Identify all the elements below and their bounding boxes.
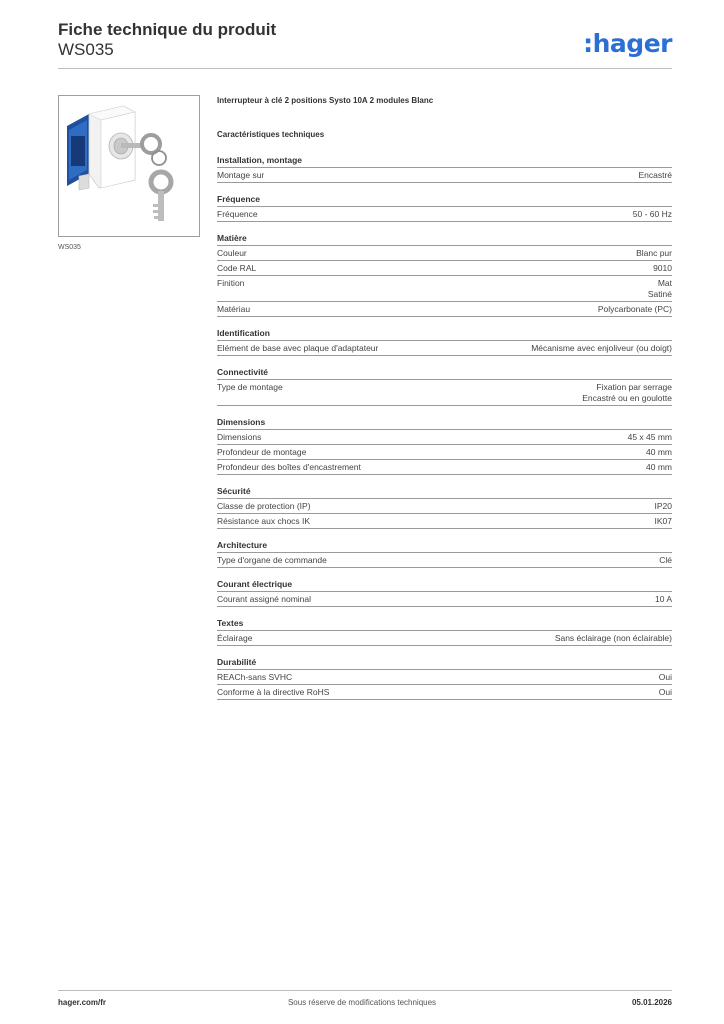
spec-value	[648, 278, 672, 300]
spec-row	[217, 459, 672, 475]
spec-row	[217, 552, 672, 568]
spec-label: Dimensions	[217, 432, 262, 442]
footer-disclaimer: Sous réserve de modifications techniques	[287, 998, 437, 1007]
spec-section	[217, 328, 672, 356]
spec-value	[659, 555, 672, 566]
spec-value-line: Encastré ou en goulotte	[582, 393, 672, 403]
spec-value-line: 45 x 45 mm	[627, 432, 672, 442]
spec-label: Conforme à la directive RoHS	[217, 687, 330, 697]
characteristics-sections	[217, 155, 672, 700]
spec-row	[217, 684, 672, 700]
spec-label: Profondeur des boîtes d'encastrement	[217, 462, 361, 472]
spec-value	[638, 170, 672, 181]
spec-value-line: 50 - 60 Hz	[632, 209, 672, 219]
product-reference: WS035	[58, 40, 114, 59]
spec-value	[628, 432, 672, 443]
spec-section	[217, 367, 672, 406]
spec-row	[217, 340, 672, 356]
spec-section	[217, 540, 672, 568]
spec-section-title: Connectivité	[217, 367, 269, 377]
spec-section-title: Durabilité	[217, 657, 257, 667]
spec-row	[217, 429, 672, 444]
spec-row	[217, 630, 672, 646]
spec-label: Profondeur de montage	[217, 447, 307, 457]
logo-text: :hager	[583, 28, 672, 58]
spec-row	[217, 301, 672, 317]
product-name: Interrupteur à clé 2 positions Systo 10A 2 modules Blanc	[217, 96, 434, 105]
spec-section-title: Textes	[217, 618, 244, 628]
spec-value-line: 40 mm	[646, 462, 672, 472]
spec-value-line: Mécanisme avec enjoliveur (ou doigt)	[531, 343, 672, 353]
key-switch-illustration	[59, 96, 199, 236]
spec-value-line: 10 A	[654, 594, 672, 604]
spec-row	[217, 206, 672, 222]
spec-value	[582, 382, 672, 404]
spec-row	[217, 260, 672, 275]
characteristics-title: Caractéristiques techniques	[217, 130, 325, 139]
spec-row	[217, 669, 672, 684]
spec-section-title: Installation, montage	[217, 155, 303, 165]
spec-label: Finition	[217, 278, 245, 288]
spec-value	[646, 462, 672, 473]
product-photo	[58, 95, 200, 237]
spec-label: Type de montage	[217, 382, 283, 392]
spec-value-line: Polycarbonate (PC)	[597, 304, 672, 314]
spec-value-line: Blanc pur	[636, 248, 672, 258]
spec-label: Résistance aux chocs IK	[217, 516, 311, 526]
spec-value	[655, 594, 672, 605]
spec-value-line: Clé	[659, 555, 672, 565]
spec-section	[217, 194, 672, 222]
spec-label: Classe de protection (IP)	[217, 501, 311, 511]
spec-row	[217, 444, 672, 459]
spec-value	[598, 304, 672, 315]
spec-value	[636, 248, 672, 259]
spec-value-line: 40 mm	[646, 447, 672, 457]
spec-value	[653, 263, 672, 274]
spec-value-line: Mat	[657, 278, 672, 288]
spec-value-line: Satiné	[647, 289, 672, 299]
spec-section	[217, 486, 672, 529]
spec-label: Éclairage	[217, 633, 253, 643]
spec-section-title: Fréquence	[217, 194, 260, 204]
spec-label: Fréquence	[217, 209, 258, 219]
spec-value-line: IP20	[654, 501, 672, 511]
hager-logo	[583, 28, 672, 58]
spec-value-line: 9010	[653, 263, 672, 273]
spec-section-title: Matière	[217, 233, 247, 243]
spec-value	[659, 687, 672, 698]
spec-section-title: Identification	[217, 328, 270, 338]
spec-row	[217, 379, 672, 406]
spec-value	[655, 501, 673, 512]
spec-label: REACh-sans SVHC	[217, 672, 293, 682]
spec-value-line: Encastré	[638, 170, 672, 180]
spec-value	[646, 447, 672, 458]
footer-date: 05.01.2026	[631, 998, 672, 1007]
spec-label: Courant assigné nominal	[217, 594, 312, 604]
spec-label: Code RAL	[217, 263, 257, 273]
spec-section	[217, 618, 672, 646]
spec-row	[217, 591, 672, 607]
spec-section	[217, 579, 672, 607]
spec-label: Couleur	[217, 248, 247, 258]
spec-section-title: Dimensions	[217, 417, 266, 427]
spec-value	[555, 633, 672, 644]
document-title: Fiche technique du produit	[58, 20, 277, 39]
header-divider	[58, 68, 672, 69]
spec-value-line: Fixation par serrage	[596, 382, 672, 392]
spec-value-line: Oui	[658, 687, 672, 697]
footer-divider	[58, 990, 672, 991]
product-details	[217, 96, 672, 700]
spec-label: Matériau	[217, 304, 251, 314]
spec-row	[217, 275, 672, 301]
photo-caption: WS035	[58, 244, 81, 251]
spec-value	[659, 672, 672, 683]
spec-section	[217, 233, 672, 317]
spec-section-title: Sécurité	[217, 486, 251, 496]
spec-value-line: Oui	[658, 672, 672, 682]
spec-section	[217, 417, 672, 475]
spec-row	[217, 245, 672, 260]
footer-website[interactable]: hager.com/fr	[58, 998, 107, 1007]
spec-row	[217, 167, 672, 183]
spec-section	[217, 657, 672, 700]
spec-row	[217, 498, 672, 513]
spec-label: Elément de base avec plaque d'adaptateur	[217, 343, 379, 353]
spec-section-title: Courant électrique	[217, 579, 293, 589]
spec-label: Type d'organe de commande	[217, 555, 327, 565]
spec-value	[531, 343, 672, 354]
spec-row	[217, 513, 672, 529]
spec-label: Montage sur	[217, 170, 265, 180]
spec-value-line: IK07	[654, 516, 672, 526]
spec-value	[633, 209, 672, 220]
page-header	[58, 20, 672, 68]
spec-value	[655, 516, 673, 527]
spec-section-title: Architecture	[217, 540, 268, 550]
spec-value-line: Sans éclairage (non éclairable)	[554, 633, 672, 643]
spec-section	[217, 155, 672, 183]
